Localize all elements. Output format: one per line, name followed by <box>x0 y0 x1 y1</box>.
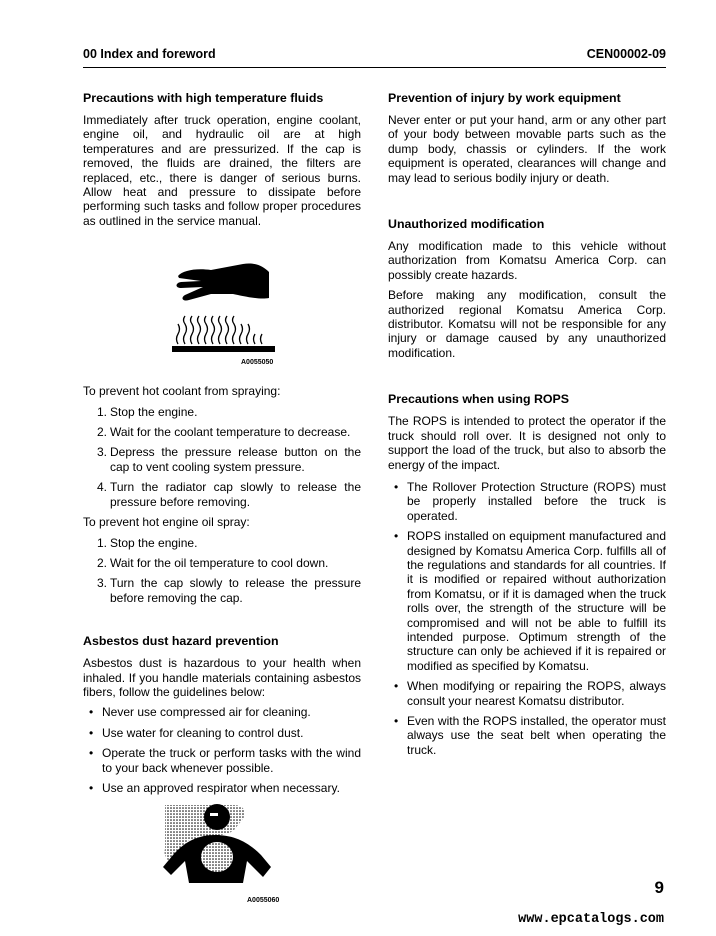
figure-code-1: A0055050 <box>241 359 274 367</box>
coolant-steps-list <box>97 405 361 509</box>
figure-code-2: A0055060 <box>247 897 280 905</box>
coolant-intro: To prevent hot coolant from spraying: <box>83 384 281 399</box>
document-code: CEN00002-09 <box>586 47 666 61</box>
rops-paragraph: The ROPS is intended to protect the operator if the truck should roll over. It is designed not only to support the load of the truck, but also to absorb the energy of the impact. <box>388 414 666 472</box>
work-equipment-paragraph: Never enter or put your hand, arm or any other part of your body between movable parts such as the dump body, chassis or cylinders. If the work equipment is operated, clearances will change and may lead to serious bodily injury or death. <box>388 113 666 185</box>
list-item: • ROPS installed on equipment manufactured and designed by Komatsu America Corp. fulfills all of the regulations and standards for all countries. If it is modified or repaired without authorization from Komatsu, or if it is damaged when the truck rolls over, the strength of the structure will be compromised and will not be able to fulfill its intended purpose. Optimum strength of the structure can only be achieved if it is repaired or modified as specified by Komatsu. <box>394 529 666 673</box>
high-temp-paragraph: Immediately after truck operation, engine coolant, engine oil, and hydraulic oil are at high temperatures and are pressurized. If the cap is removed, the fluids are drained, the filters are replaced, etc., there is danger of serious burns. Allow heat and pressure to dissipate before performing such tasks and follow proper procedures as outlined in the service manual. <box>83 113 361 228</box>
right-column <box>388 91 666 763</box>
list-item: • Even with the ROPS installed, the operator must always use the seat belt when operating the truck. <box>394 714 666 757</box>
header-divider <box>83 67 666 68</box>
list-item: 2. Wait for the oil temperature to cool down. <box>97 555 329 570</box>
heading-high-temp-fluids: Precautions with high temperature fluids <box>83 91 324 105</box>
asbestos-bullets <box>89 705 361 795</box>
heading-unauthorized-modification: Unauthorized modification <box>388 217 545 232</box>
modification-paragraph-1: Any modification made to this vehicle without authorization from Komatsu America Corp. can possibly create hazards. <box>388 239 666 282</box>
rops-bullets <box>394 480 666 757</box>
list-item: • When modifying or repairing the ROPS, always consult your nearest Komatsu distributor. <box>394 679 666 708</box>
asbestos-illustration <box>83 801 361 905</box>
left-column <box>83 91 361 905</box>
list-item: 3. Depress the pressure release button on the cap to vent cooling system pressure. <box>97 445 361 474</box>
list-item: 1. Stop the engine. <box>97 404 198 419</box>
list-item: 3. Turn the cap slowly to release the pressure before removing the cap. <box>97 576 361 605</box>
list-item: • Operate the truck or perform tasks with the wind to your back whenever possible. <box>89 746 361 775</box>
list-item: • Use an approved respirator when necessary. <box>89 780 340 795</box>
dust-inhalation-icon <box>83 801 361 905</box>
modification-paragraph-2: Before making any modification, consult the authorized regional Komatsu America Corp. distributor. Komatsu will not be responsible for any injury or damage caused by any unauthorized modification. <box>388 288 666 360</box>
list-item: 1. Stop the engine. <box>97 535 198 550</box>
list-item: 4. Turn the radiator cap slowly to release the pressure before removing. <box>97 480 361 509</box>
asbestos-paragraph: Asbestos dust is hazardous to your health when inhaled. If you handle materials containing asbestos fibers, follow the guidelines below: <box>83 656 361 699</box>
list-item: 2. Wait for the coolant temperature to decrease. <box>97 425 351 440</box>
heading-asbestos: Asbestos dust hazard prevention <box>83 634 279 649</box>
section-title: 00 Index and foreword <box>83 47 216 61</box>
list-item: • Never use compressed air for cleaning. <box>89 705 311 720</box>
watermark-url: www.epcatalogs.com <box>518 912 664 927</box>
oil-steps-list <box>97 536 361 606</box>
list-item: • Use water for cleaning to control dust. <box>89 725 304 740</box>
page-number: 9 <box>654 878 664 897</box>
list-item: • The Rollover Protection Structure (ROPS) must be properly installed before the truck is operated. <box>394 479 666 523</box>
hot-surface-illustration <box>83 254 361 367</box>
hand-over-heat-icon <box>83 254 361 362</box>
heading-rops: Precautions when using ROPS <box>388 392 570 407</box>
heading-work-equipment: Prevention of injury by work equipment <box>388 91 621 105</box>
oil-intro: To prevent hot engine oil spray: <box>83 515 250 530</box>
